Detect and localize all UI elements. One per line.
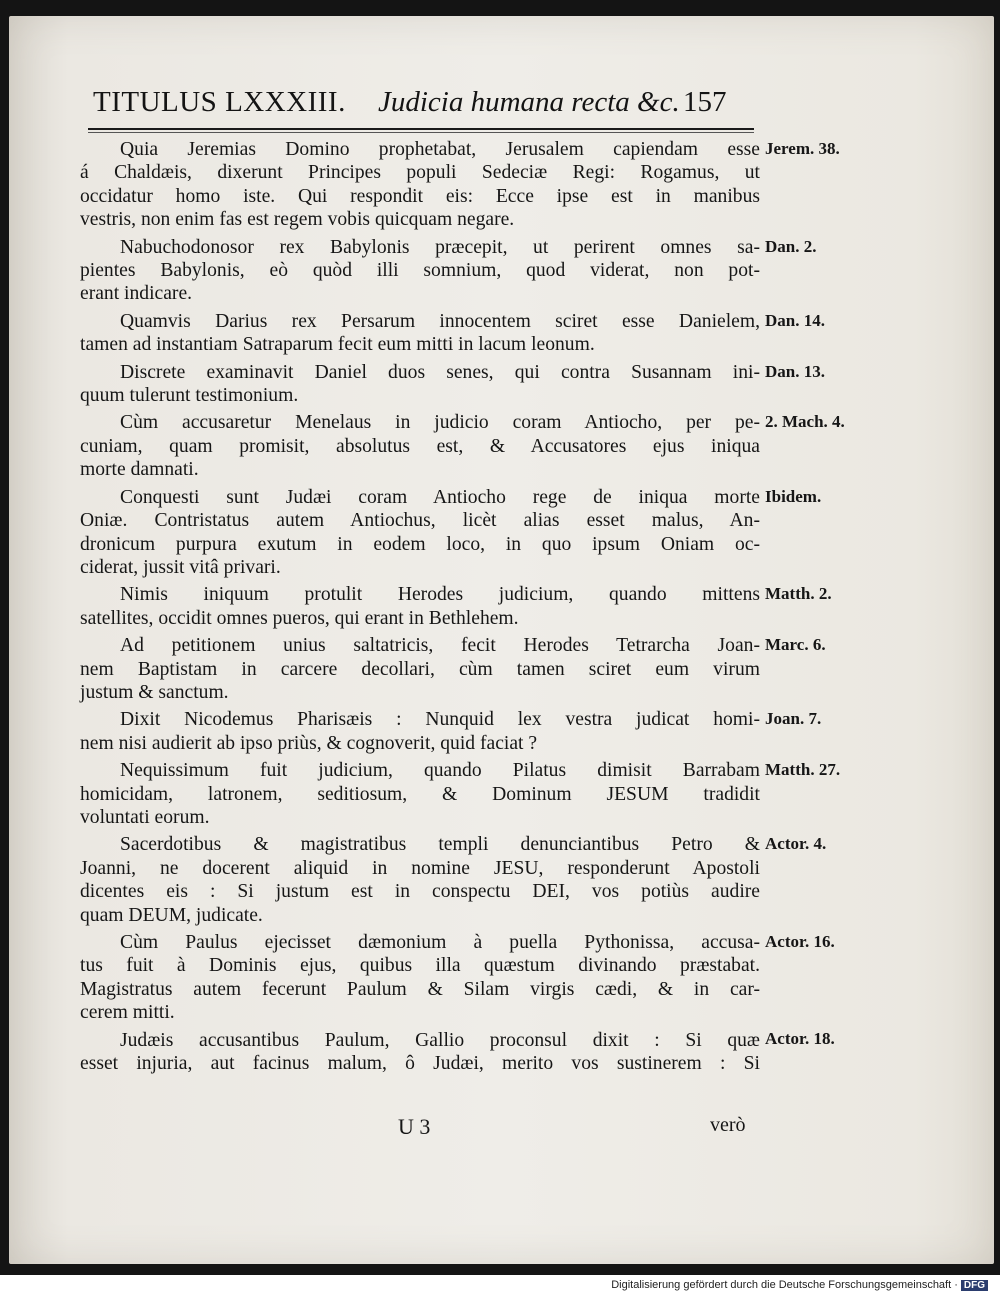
dfg-logo: DFG xyxy=(961,1280,988,1291)
margin-reference: 2. Mach. 4. xyxy=(765,412,845,432)
signature-mark: U 3 xyxy=(398,1114,431,1139)
text-line: á Chaldæis, dixerunt Principes populi Sedeciæ Regi: Rogamus, ut xyxy=(80,162,760,184)
running-header xyxy=(93,86,753,126)
paragraph xyxy=(80,361,760,408)
margin-reference: Actor. 18. xyxy=(765,1029,835,1049)
text-line: esset injuria, aut facinus malum, ô Judæi, merito vos sustinerem : Si xyxy=(80,1053,760,1075)
text-line: Conquesti sunt Judæi coram Antiocho rege de iniqua morte xyxy=(120,486,760,508)
text-line: Sacerdotibus & magistratibus templi denunciantibus Petro & xyxy=(120,834,760,856)
text-line: Joanni, ne docerent aliquid in nomine JESU, responderunt Apostoli xyxy=(80,857,760,879)
text-line: Discrete examinavit Daniel duos senes, qui contra Susannam ini- xyxy=(120,361,760,383)
text-line: satellites, occidit omnes pueros, qui erant in Bethlehem. xyxy=(80,607,519,629)
margin-reference: Actor. 4. xyxy=(765,834,827,854)
paragraph xyxy=(80,583,760,630)
margin-reference: Dan. 14. xyxy=(765,310,825,330)
margin-reference: Ibidem. xyxy=(765,486,822,506)
text-line: erant indicare. xyxy=(80,283,193,305)
text-line: quam DEUM, judicate. xyxy=(80,904,263,926)
footer-credit xyxy=(611,1279,988,1291)
margin-reference: Matth. 27. xyxy=(765,760,841,779)
paragraph xyxy=(80,138,760,232)
text-line: cerem mitti. xyxy=(80,1002,175,1024)
text-line: tamen ad instantiam Satraparum fecit eum mitti in lacum leonum. xyxy=(80,334,595,356)
margin-reference: Dan. 2. xyxy=(765,236,817,256)
text-body xyxy=(80,138,760,1079)
margin-reference: Matth. 2. xyxy=(765,584,832,604)
text-line: Judæis accusantibus Paulum, Gallio proconsul dixit : Si quæ xyxy=(120,1029,760,1051)
paragraph xyxy=(80,411,760,481)
header-rule xyxy=(88,128,754,130)
header-subtitle: Judicia humana recta &c. xyxy=(378,86,680,118)
paragraph xyxy=(80,634,760,704)
text-line: morte damnati. xyxy=(80,459,199,481)
paragraph xyxy=(80,708,760,755)
text-line: quum tulerunt testimonium. xyxy=(80,385,299,407)
text-line: Nabuchodonosor rex Babylonis præcepit, ut perirent omnes sa- xyxy=(120,236,760,258)
text-line: homicidam, latronem, seditiosum, & Dominum JESUM tradidit xyxy=(80,783,760,805)
text-line: Nimis iniquum protulit Herodes judicium, quando mittens xyxy=(120,584,760,606)
text-line: pientes Babylonis, eò quòd illi somnium, quod viderat, non pot- xyxy=(80,260,760,282)
margin-reference: Marc. 6. xyxy=(765,635,826,654)
text-line: cuniam, quam promisit, absolutus est, & Accusatores ejus iniqua xyxy=(80,435,760,457)
footer-text: Digitalisierung gefördert durch die Deutsche Forschungsgemeinschaft · xyxy=(611,1279,958,1291)
text-line: nem nisi audierit ab ipso priùs, & cognoverit, quid faciat ? xyxy=(80,732,538,754)
text-line: Oniæ. Contristatus autem Antiochus, licèt alias esset malus, An- xyxy=(80,510,760,532)
text-line: Dixit Nicodemus Pharisæis : Nunquid lex vestra judicat homi- xyxy=(120,709,760,731)
text-line: occidatur homo iste. Qui respondit eis: Ecce ipse est in manibus xyxy=(80,185,760,207)
header-title: TITULUS LXXXIII. xyxy=(93,86,346,118)
paragraph xyxy=(80,833,760,927)
text-line: Quia Jeremias Domino prophetabat, Jerusalem capiendam esse xyxy=(120,139,760,160)
paragraph xyxy=(80,310,760,357)
text-line: Cùm Paulus ejecisset dæmonium à puella Pythonissa, accusa- xyxy=(120,932,760,953)
text-line: Ad petitionem unius saltatricis, fecit Herodes Tetrarcha Joan- xyxy=(120,635,760,657)
text-line: dicentes eis : Si justum est in conspectu DEI, vos potiùs audire xyxy=(80,881,760,903)
text-line: voluntati eorum. xyxy=(80,806,210,828)
margin-reference: Dan. 13. xyxy=(765,361,825,381)
margin-reference: Joan. 7. xyxy=(765,709,822,729)
paragraph xyxy=(80,1029,760,1076)
text-line: ciderat, jussit vitâ privari. xyxy=(80,556,281,578)
header-rule-thin xyxy=(88,132,754,133)
paragraph xyxy=(80,931,760,1025)
catchword: verò xyxy=(710,1114,746,1136)
margin-reference: Actor. 16. xyxy=(765,931,835,951)
text-line: Quamvis Darius rex Persarum innocentem sciret esse Danielem, xyxy=(120,310,760,332)
text-line: vestris, non enim fas est regem vobis quicquam negare. xyxy=(80,209,515,231)
text-line: justum & sanctum. xyxy=(80,681,229,703)
paragraph xyxy=(80,759,760,829)
text-line: Cùm accusaretur Menelaus in judicio coram Antiocho, per pe- xyxy=(120,412,760,434)
text-line: Nequissimum fuit judicium, quando Pilatus dimisit Barrabam xyxy=(120,760,760,782)
paragraph xyxy=(80,236,760,306)
text-line: Magistratus autem fecerunt Paulum & Silam virgis cædi, & in car- xyxy=(80,978,760,1000)
text-line: dronicum purpura exutum in eodem loco, in quo ipsum Oniam oc- xyxy=(80,533,760,555)
text-line: tus fuit à Dominis ejus, quibus illa quæstum divinando præstabat. xyxy=(80,955,760,977)
margin-reference: Jerem. 38. xyxy=(765,139,840,158)
text-line: nem Baptistam in carcere decollari, cùm tamen sciret eum virum xyxy=(80,658,760,680)
paragraph xyxy=(80,486,760,580)
page-number: 157 xyxy=(683,86,727,118)
